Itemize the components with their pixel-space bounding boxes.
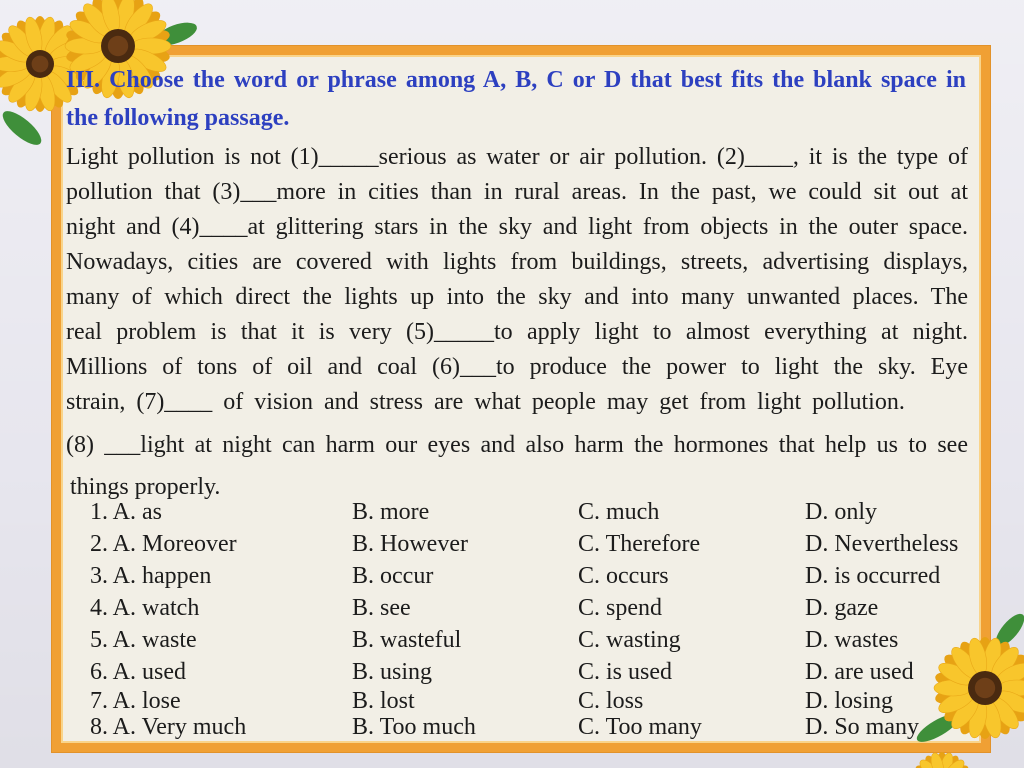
passage-line: pollution that (3)___more in cities than in rural areas. In the past, we could sit out at — [66, 179, 968, 205]
option-c: C. Therefore — [578, 531, 701, 557]
option-c: C. Too many — [578, 714, 702, 740]
passage-line: things properly. — [70, 474, 221, 500]
exercise-title-line: the following passage. — [66, 105, 290, 131]
option-b: B. occur — [352, 563, 434, 589]
exercise-title-line: III. Choose the word or phrase among A, B, C or D that best fits the blank space in — [66, 67, 966, 93]
passage-line: many of which direct the lights up into the sky and into many unwanted places. The — [66, 284, 968, 310]
option-d: D. wastes — [805, 627, 899, 653]
option-a: 2. A. Moreover — [90, 531, 237, 557]
passage-line: strain, (7)____ of vision and stress are what people may get from light pollution. — [66, 389, 905, 415]
option-a: 6. A. used — [90, 659, 186, 685]
option-c: C. spend — [578, 595, 662, 621]
option-a: 8. A. Very much — [90, 714, 247, 740]
answer-options — [90, 496, 965, 740]
sunflower-icon — [912, 752, 973, 768]
option-a: 5. A. waste — [90, 627, 197, 653]
question-row — [90, 496, 965, 528]
option-b: B. However — [352, 531, 468, 557]
passage-line: real problem is that it is very (5)_____to apply light to almost everything at night. — [66, 319, 968, 345]
option-b: B. wasteful — [352, 627, 462, 653]
option-b: B. Too much — [352, 714, 476, 740]
question-row — [90, 624, 965, 656]
question-row — [90, 656, 965, 688]
question-row — [90, 592, 965, 624]
passage-line: Nowadays, cities are covered with lights from buildings, streets, advertising displays, — [66, 249, 968, 275]
leaf-icon — [0, 106, 46, 150]
question-row — [90, 714, 965, 740]
question-row — [90, 560, 965, 592]
option-d: D. gaze — [805, 595, 879, 621]
option-d: D. losing — [805, 688, 894, 714]
option-a: 4. A. watch — [90, 595, 200, 621]
option-c: C. loss — [578, 688, 644, 714]
option-d: D. So many — [805, 714, 919, 740]
passage-line: (8) ___light at night can harm our eyes and also harm the hormones that help us to see — [66, 432, 968, 458]
question-row — [90, 688, 965, 714]
sunflower-center-core — [975, 678, 995, 698]
option-a: 1. A. as — [90, 499, 162, 525]
option-c: C. occurs — [578, 563, 669, 589]
option-d: D. only — [805, 499, 877, 525]
sunflower-center-core — [32, 56, 49, 73]
option-d: D. Nevertheless — [805, 531, 959, 557]
option-a: 7. A. lose — [90, 688, 181, 714]
passage-line: Millions of tons of oil and coal (6)___to produce the power to light the sky. Eye — [66, 354, 968, 380]
option-b: B. see — [352, 595, 411, 621]
option-c: C. much — [578, 499, 660, 525]
option-d: D. is occurred — [805, 563, 941, 589]
passage — [66, 140, 968, 505]
option-d: D. are used — [805, 659, 914, 685]
passage-line: night and (4)____at glittering stars in the sky and light from objects in the outer space. — [66, 214, 968, 240]
option-b: B. lost — [352, 688, 415, 714]
option-b: B. more — [352, 499, 430, 525]
sunflower-center-core — [108, 36, 128, 56]
passage-line: Light pollution is not (1)_____serious as water or air pollution. (2)____, it is the type of — [66, 144, 968, 170]
option-c: C. is used — [578, 659, 673, 685]
exercise-title — [66, 61, 966, 137]
option-c: C. wasting — [578, 627, 681, 653]
option-a: 3. A. happen — [90, 563, 212, 589]
question-row — [90, 528, 965, 560]
option-b: B. using — [352, 659, 433, 685]
